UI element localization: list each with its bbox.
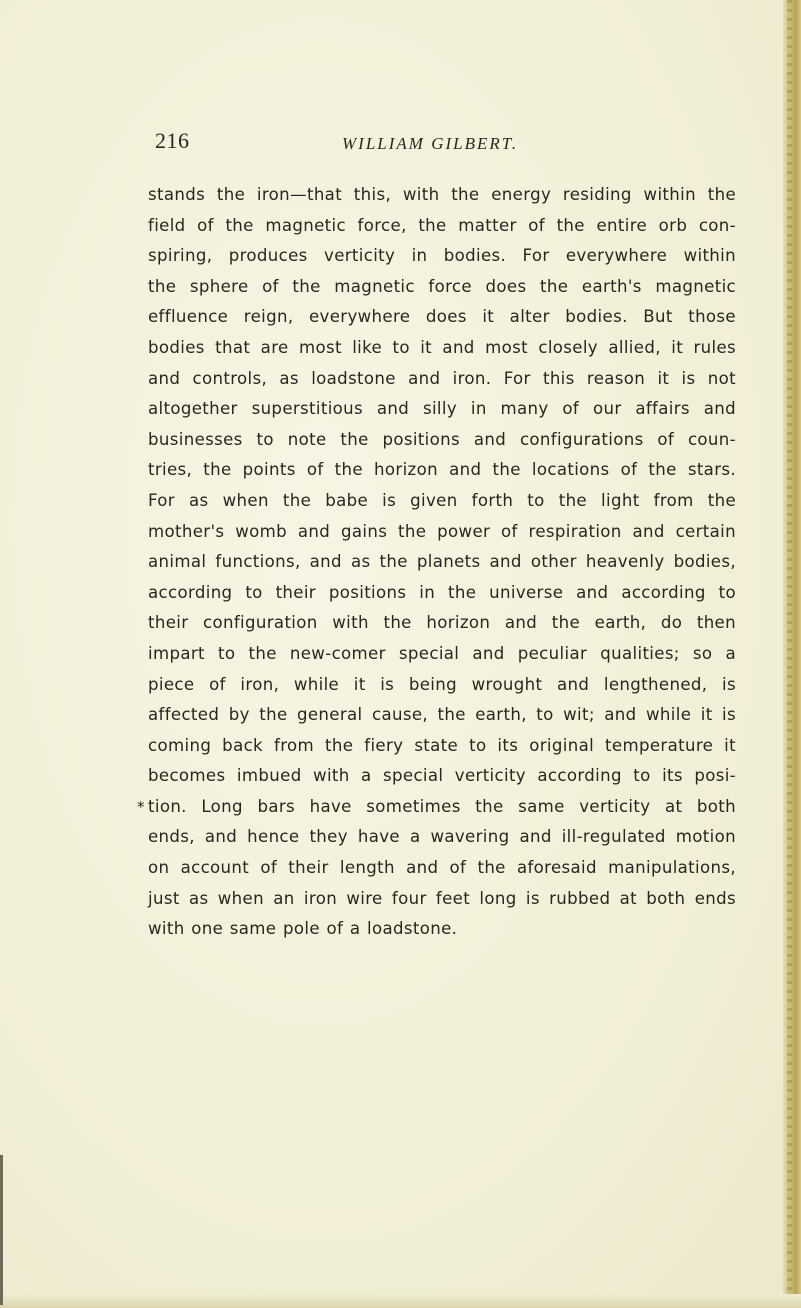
- text-line: according to their positions in the universe and according to: [148, 582, 736, 602]
- text-line: ends, and hence they have a wavering and ill-regulated motion: [148, 827, 736, 847]
- page-edge-right: [783, 0, 801, 1308]
- text-line: with one same pole of a loadstone.: [148, 919, 458, 939]
- running-head: WILLIAM GILBERT.: [342, 134, 519, 153]
- text-line: businesses to note the positions and configurations of coun-: [148, 429, 736, 449]
- text-line: effluence reign, everywhere does it alter bodies. But those: [148, 307, 736, 327]
- text-line: affected by the general cause, the earth, to wit; and while it is: [148, 705, 736, 725]
- text-line: animal functions, and as the planets and other heavenly bodies,: [148, 552, 736, 572]
- text-line: their configuration with the horizon and the earth, do then: [148, 613, 736, 633]
- text-line: the sphere of the magnetic force does the earth's magnetic: [148, 276, 736, 296]
- text-line: For as when the babe is given forth to the light from the: [148, 490, 736, 510]
- text-line: coming back from the fiery state to its original temperature it: [148, 735, 736, 755]
- text-line: and controls, as loadstone and iron. For this reason it is not: [148, 368, 736, 388]
- text-line: stands the iron—that this, with the energy residing within the: [148, 185, 736, 204]
- text-line: impart to the new-comer special and peculiar qualities; so a: [148, 643, 736, 663]
- text-line: just as when an iron wire four feet long is rubbed at both ends: [148, 888, 736, 908]
- footnote-mark: *: [137, 797, 145, 816]
- text-line-with-footnote: [137, 792, 736, 823]
- page-edge-left-mark: [0, 1155, 3, 1305]
- text-line: becomes imbued with a special verticity according to its posi-: [148, 766, 736, 786]
- text-line-content: tion. Long bars have sometimes the same verticity at both: [148, 796, 736, 816]
- page-edge-bottom: [0, 1294, 801, 1308]
- body-text: [137, 180, 736, 945]
- text-line: tries, the points of the horizon and the locations of the stars.: [148, 460, 736, 480]
- text-line: piece of iron, while it is being wrought and lengthened, is: [148, 674, 736, 694]
- text-line: bodies that are most like to it and most closely allied, it rules: [148, 337, 736, 357]
- page-number: 216: [155, 128, 190, 153]
- text-line: on account of their length and of the aforesaid manipulations,: [148, 858, 736, 878]
- text-line: spiring, produces verticity in bodies. For everywhere within: [148, 246, 736, 266]
- page-header: [155, 128, 745, 164]
- text-line: field of the magnetic force, the matter of the entire orb con-: [148, 215, 736, 235]
- text-line: altogether superstitious and silly in many of our affairs and: [148, 399, 736, 419]
- text-line: mother's womb and gains the power of respiration and certain: [148, 521, 736, 541]
